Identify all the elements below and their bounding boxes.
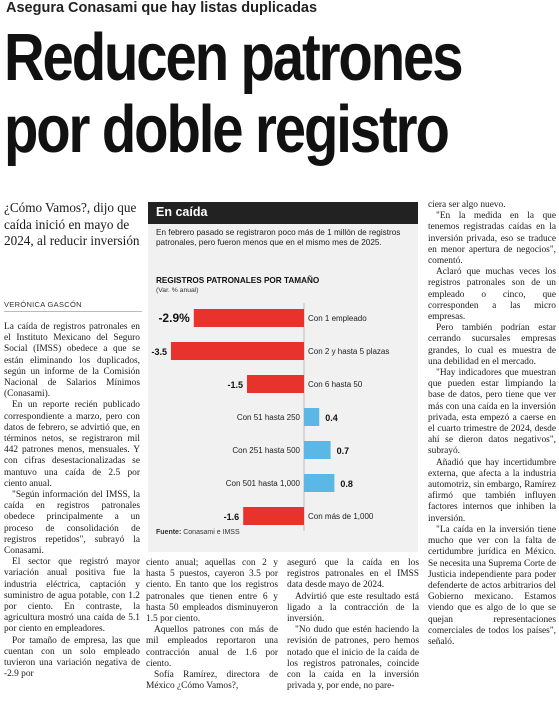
value-label: -1.6 [223, 512, 240, 522]
paragraph: Sofía Ramírez, directora de México ¿Cómo Vamos?, [146, 670, 278, 692]
bar [304, 474, 334, 492]
body-column-1 [4, 322, 140, 681]
value-label: -1.5 [227, 380, 243, 390]
paragraph: Añadió que hay incertidumbre externa, que afecta a la industria automotriz, sin embargo, Ramírez afirmó que también influyen factores internos que inhiben la inversión. [428, 457, 556, 524]
chart-subtitle: (Var. % anual) [156, 287, 199, 294]
category-label: Con más de 1,000 [308, 512, 374, 521]
paragraph: ciento anual; aquellas con 2 y hasta 5 puestos, cayeron 3.5 por ciento. En tanto que los registros patronales que tienen entre 6 y hasta 50 empleados disminuyeron 1.5 por ciento. [146, 558, 278, 625]
paragraph: Por tamaño de empresa, las que cuentan con un solo empleado tuvieron una variación negativa de -2.9 por [4, 635, 140, 680]
bar [243, 507, 304, 525]
byline: VERÓNICA GASCÓN [4, 300, 82, 309]
kicker: Asegura Conasami que hay listas duplicadas [6, 0, 318, 16]
category-label: Con 501 hasta 1,000 [225, 479, 300, 488]
chart-intro: En febrero pasado se registraron poco más de 1 millón de registros patronales, pero fueron menos que en el mismo mes de 2025. [156, 228, 401, 247]
headline-line-2: por doble registro [4, 92, 448, 167]
value-label: -3.5 [151, 347, 167, 357]
body-column-3 [287, 558, 419, 692]
category-label: Con 1 empleado [308, 314, 367, 323]
paragraph: Aclaró que muchas veces los registros patronales son de un empleado o cinco, que corresponden a las micro empresas. [428, 267, 556, 323]
paragraph: La caída de registros patronales en el Instituto Mexicano del Seguro Social (IMSS) obedece a que se están eliminando los duplicados, según un informe de la Comisión Nacional de Salarios Mínimos (Conasami). [4, 322, 140, 400]
bar [304, 441, 331, 459]
chart-box [148, 202, 418, 552]
body-column-4 [428, 200, 556, 648]
paragraph: "No dudo que estén haciendo la revisión de patrones, pero hemos notado que el inicio de la caída de los registros patronales, coincide con la caída en la inversión privada y, por ende, no pare- [287, 625, 419, 692]
value-label: 0.4 [325, 413, 338, 423]
chart-source-label: Fuente: [156, 529, 182, 536]
byline-rule [4, 311, 142, 312]
bar-chart [148, 202, 418, 552]
paragraph: En un reporte recién publicado correspondiente a marzo, pero con datos de febrero, se advirtió que, en términos netos, se registraron mil 442 patrones menos, mensuales. Y con cifras desestacionalizadas se mantuvo una caída de 2.5 por ciento anual. [4, 400, 140, 489]
category-label: Con 251 hasta 500 [232, 446, 300, 455]
paragraph: Pero también podrían estar cerrando sucursales empresas grandes, lo cual es muestra de una debilidad en el mercado. [428, 323, 556, 367]
category-label: Con 6 hasta 50 [308, 380, 363, 389]
body-column-2 [146, 558, 278, 692]
paragraph: El sector que registró mayor variación anual positiva fue la industria eléctrica, captación y suministro de agua potable, con 1.2 por ciento. En contraste, la agricultura mostró una caída de 5.1 por ciento en empleadores. [4, 557, 140, 635]
headline-line-1: Reducen patrones [4, 20, 462, 95]
paragraph: "La caída en la inversión tiene mucho que ver con la falta de certidumbre jurídica en México. Se necesita una Suprema Corte de Justicia independiente para poder defenderte de actos arbitrarios del Gobierno mexicano. Estamos viendo que es algo de lo que se quejan representaciones comerciales de todos los países", señaló. [428, 524, 556, 647]
bar [304, 408, 319, 426]
category-label: Con 2 y hasta 5 plazas [308, 347, 390, 356]
value-label: -2.9% [158, 311, 190, 325]
paragraph: aseguró que la caída en los registros patronales en el IMSS data desde mayo de 2024. [287, 558, 419, 591]
deck: ¿Cómo Vamos?, dijo que caída inició en mayo de 2024, al reducir inversión [4, 200, 140, 248]
value-label: 0.7 [336, 446, 350, 456]
paragraph: "En la medida en la que tenemos registradas caídas en la inversión privada, eso se traduce en menor apertura de negocios", comentó. [428, 211, 556, 267]
paragraph: ciera ser algo nuevo. [428, 200, 506, 210]
bar [171, 342, 304, 360]
chart-title: REGISTROS PATRONALES POR TAMAÑO [156, 276, 320, 285]
chart-source [156, 529, 240, 536]
category-label: Con 51 hasta 250 [236, 413, 300, 422]
bar [247, 375, 304, 393]
paragraph: "Según información del IMSS, la caída en registros patronales obedece principalmente a un proceso de consolidación de registros repetidos", subrayó la Conasami. [4, 490, 140, 557]
headline [4, 22, 468, 166]
paragraph: Advirtió que este resultado está ligado a la contracción de la inversión. [287, 591, 419, 625]
bar [194, 309, 304, 327]
chart-header-label: En caída [156, 205, 208, 219]
value-label: 0.8 [340, 479, 353, 489]
paragraph: "Hay indicadores que muestran que pueden estar limpiando la base de datos, pero tiene que ver más con una caída en la inversión privada, esta empezó a caerse en el cuarto trimestre de 2024, desde ahí se dieron datos negativos", subrayó. [428, 368, 556, 457]
chart-source-text: Conasami e IMSS [183, 529, 240, 536]
paragraph: Aquellos patrones con más de mil empleados reportaron una contracción anual de 1.6 por ciento. [146, 625, 278, 669]
